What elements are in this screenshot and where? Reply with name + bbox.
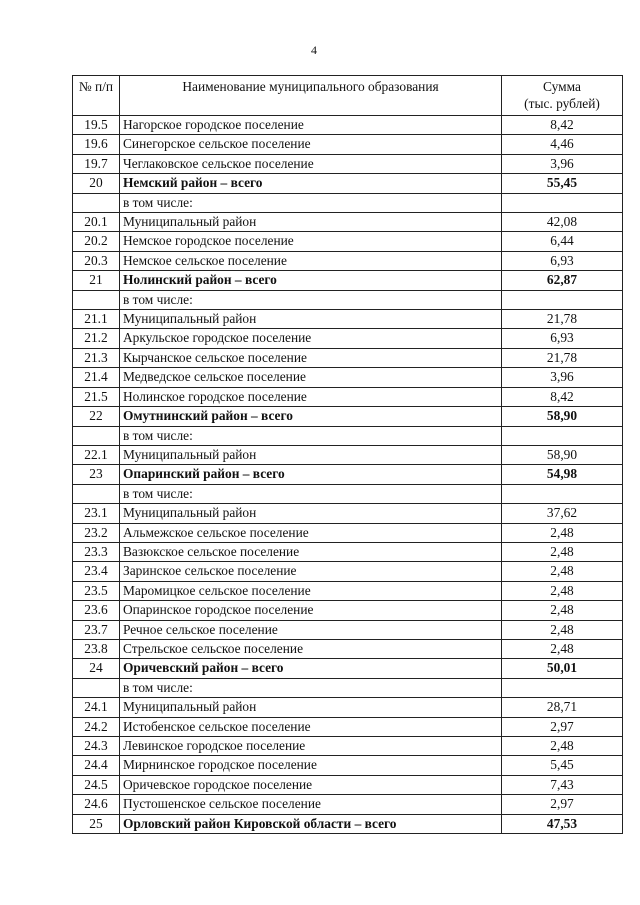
row-number: 23.3 [73,542,120,561]
row-sum: 54,98 [502,465,623,484]
table-row [73,368,623,387]
district-total-row [73,814,623,833]
row-name: Чеглаковское сельское поселение [120,154,502,173]
row-sum: 6,93 [502,329,623,348]
table-row [73,116,623,135]
table-row [73,290,623,309]
row-name: Левинское городское поселение [120,737,502,756]
table-row [73,193,623,212]
table-row [73,484,623,503]
row-name: Муниципальный район [120,310,502,329]
row-sum [502,426,623,445]
row-name: в том числе: [120,678,502,697]
row-name: Вазюкское сельское поселение [120,542,502,561]
row-number: 24.2 [73,717,120,736]
row-name: в том числе: [120,426,502,445]
header-row [73,76,623,116]
row-sum: 21,78 [502,310,623,329]
row-number: 20.3 [73,251,120,270]
district-total-row [73,465,623,484]
row-number: 21 [73,271,120,290]
row-number [73,484,120,503]
row-name: Муниципальный район [120,698,502,717]
table-row [73,387,623,406]
row-sum: 58,90 [502,407,623,426]
row-sum: 8,42 [502,387,623,406]
row-number: 21.3 [73,348,120,367]
row-sum: 3,96 [502,368,623,387]
row-sum: 42,08 [502,213,623,232]
row-sum: 7,43 [502,775,623,794]
row-name: Опаринское городское поселение [120,601,502,620]
row-name: Медведское сельское поселение [120,368,502,387]
row-number: 23.5 [73,581,120,600]
header-number: № п/п [73,76,120,116]
row-sum: 3,96 [502,154,623,173]
row-name: Немское сельское поселение [120,251,502,270]
district-total-row [73,659,623,678]
row-name: Немское городское поселение [120,232,502,251]
table-row [73,756,623,775]
table-row [73,426,623,445]
row-sum [502,290,623,309]
row-name: в том числе: [120,193,502,212]
row-number: 25 [73,814,120,833]
row-sum: 6,44 [502,232,623,251]
row-number [73,193,120,212]
row-sum: 2,48 [502,523,623,542]
row-name: Стрельское сельское поселение [120,639,502,658]
page-number: 4 [311,43,317,57]
table-row [73,504,623,523]
row-sum: 2,48 [502,542,623,561]
row-number [73,678,120,697]
row-number: 24 [73,659,120,678]
row-number: 23.1 [73,504,120,523]
row-sum: 28,71 [502,698,623,717]
row-number: 24.4 [73,756,120,775]
row-name: Речное сельское поселение [120,620,502,639]
row-number: 22 [73,407,120,426]
table-row [73,523,623,542]
row-number: 22.1 [73,445,120,464]
district-total-row [73,407,623,426]
table-row [73,135,623,154]
header-sum-title: Сумма [543,79,581,94]
header-sum [502,76,623,116]
row-sum: 55,45 [502,174,623,193]
row-name: в том числе: [120,484,502,503]
row-sum: 8,42 [502,116,623,135]
table-row [73,348,623,367]
table-row [73,154,623,173]
row-sum: 2,48 [502,737,623,756]
row-number: 19.7 [73,154,120,173]
row-name: Аркульское городское поселение [120,329,502,348]
row-sum: 50,01 [502,659,623,678]
row-sum: 2,48 [502,639,623,658]
row-number: 21.2 [73,329,120,348]
table-row [73,601,623,620]
table-header [73,76,623,116]
row-sum: 2,48 [502,620,623,639]
row-sum: 4,46 [502,135,623,154]
row-name: Альмежское сельское поселение [120,523,502,542]
table-row [73,445,623,464]
row-number: 21.1 [73,310,120,329]
row-number: 23.2 [73,523,120,542]
row-name: Нагорское городское поселение [120,116,502,135]
row-number: 23.6 [73,601,120,620]
row-name: Нолинский район – всего [120,271,502,290]
row-number: 23.4 [73,562,120,581]
row-number: 23.8 [73,639,120,658]
table-body [73,116,623,834]
row-name: Омутнинский район – всего [120,407,502,426]
row-sum: 37,62 [502,504,623,523]
district-total-row [73,271,623,290]
row-sum: 62,87 [502,271,623,290]
row-sum: 5,45 [502,756,623,775]
table-row [73,562,623,581]
table-row [73,775,623,794]
row-sum: 47,53 [502,814,623,833]
row-sum: 2,48 [502,601,623,620]
row-number: 20.1 [73,213,120,232]
table-row [73,213,623,232]
row-number: 24.3 [73,737,120,756]
table-row [73,620,623,639]
row-name: Нолинское городское поселение [120,387,502,406]
row-name: Оричевский район – всего [120,659,502,678]
row-name: Синегорское сельское поселение [120,135,502,154]
row-number: 20.2 [73,232,120,251]
row-number: 19.5 [73,116,120,135]
row-sum [502,484,623,503]
row-name: Орловский район Кировской области – всего [120,814,502,833]
row-name: Опаринский район – всего [120,465,502,484]
row-name: Мирнинское городское поселение [120,756,502,775]
row-name: Кырчанское сельское поселение [120,348,502,367]
row-sum [502,678,623,697]
row-name: Муниципальный район [120,504,502,523]
table-row [73,737,623,756]
table-row [73,678,623,697]
row-number: 24.1 [73,698,120,717]
table-row [73,698,623,717]
table-row [73,581,623,600]
table-row [73,795,623,814]
row-number: 24.6 [73,795,120,814]
row-number [73,290,120,309]
row-name: в том числе: [120,290,502,309]
row-number: 20 [73,174,120,193]
row-sum: 2,48 [502,581,623,600]
table-row [73,310,623,329]
row-name: Пустошенское сельское поселение [120,795,502,814]
table-row [73,251,623,270]
row-sum: 2,97 [502,717,623,736]
row-name: Муниципальный район [120,445,502,464]
row-name: Истобенское сельское поселение [120,717,502,736]
row-number: 23.7 [73,620,120,639]
header-sum-unit: (тыс. рублей) [524,96,600,111]
table-row [73,542,623,561]
budget-table [72,75,623,834]
table-row [73,232,623,251]
row-name: Муниципальный район [120,213,502,232]
header-name: Наименование муниципального образования [120,76,502,116]
table-row [73,639,623,658]
row-sum: 58,90 [502,445,623,464]
row-number: 21.4 [73,368,120,387]
table-row [73,717,623,736]
row-number [73,426,120,445]
district-total-row [73,174,623,193]
row-name: Оричевское городское поселение [120,775,502,794]
row-name: Маромицкое сельское поселение [120,581,502,600]
row-number: 24.5 [73,775,120,794]
row-number: 23 [73,465,120,484]
row-sum: 2,48 [502,562,623,581]
row-sum: 21,78 [502,348,623,367]
row-number: 21.5 [73,387,120,406]
row-name: Немский район – всего [120,174,502,193]
row-sum: 6,93 [502,251,623,270]
row-sum [502,193,623,212]
row-name: Заринское сельское поселение [120,562,502,581]
row-sum: 2,97 [502,795,623,814]
row-number: 19.6 [73,135,120,154]
table-row [73,329,623,348]
